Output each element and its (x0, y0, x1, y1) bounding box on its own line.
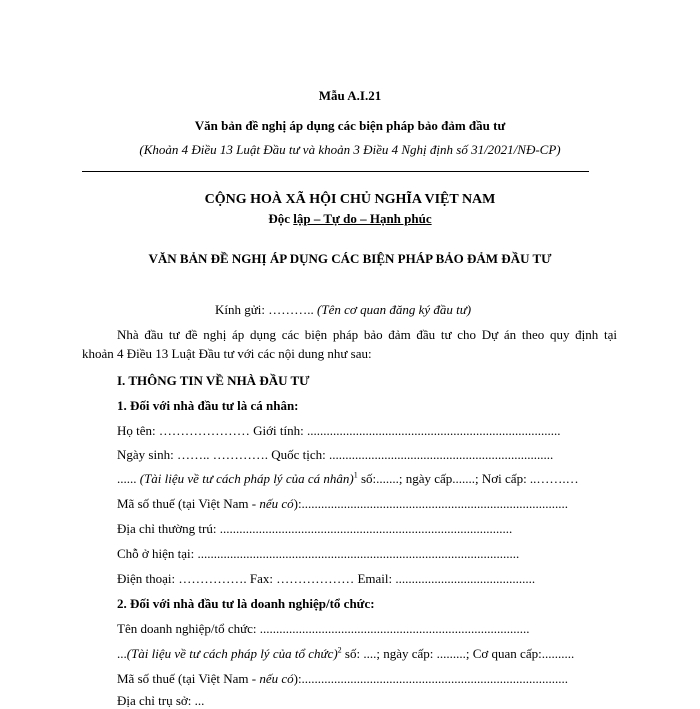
motto-underlined: lập – Tự do – Hạnh phúc (293, 211, 432, 226)
form-code: Mẫu A.I.21 (318, 88, 382, 103)
legal-basis: (Khoản 4 Điều 13 Luật Đầu tư và khoản 3 Điều 4 Nghị định số 31/2021/NĐ-CP) (139, 142, 561, 157)
nation-name: CỘNG HOÀ XÃ HỘI CHỦ NGHĨA VIỆT NAM (204, 192, 496, 207)
individual-residence-line: Địa chỉ thường trú: .......................................................................................... (117, 521, 513, 536)
legal-doc-suffix: số:.......; ngày cấp.......; Nơi cấp: ..…….… (357, 471, 579, 486)
motto-part1: Độc (268, 211, 294, 226)
organization-tax-line (117, 671, 568, 687)
intro-line-1: Nhà đầu tư đề nghị áp dụng các biện pháp bảo đảm đầu tư cho Dự án theo quy định tại (117, 327, 617, 342)
legal-doc-type: (Tài liệu về tư cách pháp lý của cá nhân) (139, 471, 354, 486)
horizontal-divider (82, 171, 589, 172)
recipient (215, 302, 471, 318)
tax-optional: nếu có (259, 496, 294, 511)
intro-line-2: khoản 4 Điều 13 Luật Đầu tư với các nội dung như sau: (82, 346, 372, 361)
org-footnote-marker: 2 (337, 645, 342, 655)
individual-contact-line: Điện thoại: ……………. Fax: ……………… Email: ........................................... (117, 571, 536, 586)
org-legal-doc-suffix: số: ....; ngày cấp: .........; Cơ quan cấp:.......... (341, 646, 575, 661)
organization-name-line: Tên doanh nghiệp/tổ chức: ................................................................................... (117, 621, 530, 636)
individual-tax-line (117, 496, 568, 512)
organization-hq-line: Địa chỉ trụ sở: ... (117, 693, 205, 708)
org-tax-suffix: ):.................................................................................. (293, 671, 569, 686)
recipient-label: Kính gửi: ……….. (215, 302, 314, 317)
org-legal-doc-prefix: ... (117, 646, 127, 661)
org-legal-doc-type: (Tài liệu về tư cách pháp lý của tổ chức) (126, 646, 338, 661)
individual-name-line: Họ tên: ………………… Giới tính: .............................................................................. (117, 423, 561, 438)
document-title: VĂN BẢN ĐỀ NGHỊ ÁP DỤNG CÁC BIỆN PHÁP BẢO ĐẢM ĐẦU TƯ (148, 251, 552, 266)
individual-legal-doc-line (117, 471, 579, 487)
national-motto (0, 211, 700, 227)
individual-dob-line: Ngày sinh: …….. …………. Quốc tịch: ..................................................................... (117, 447, 554, 462)
org-tax-prefix: Mã số thuế (tại Việt Nam - (117, 671, 260, 686)
legal-doc-prefix: ...... (117, 471, 140, 486)
org-tax-optional: nếu có (259, 671, 294, 686)
footnote-marker: 1 (353, 470, 358, 480)
tax-suffix: ):.................................................................................. (293, 496, 569, 511)
individual-current-address-line: Chỗ ở hiện tại: ................................................................................................... (117, 546, 520, 561)
tax-prefix: Mã số thuế (tại Việt Nam - (117, 496, 260, 511)
recipient-placeholder: (Tên cơ quan đăng ký đầu tư) (313, 302, 472, 317)
organization-heading: 2. Đối với nhà đầu tư là doanh nghiệp/tổ chức: (117, 596, 375, 611)
section-1-heading: I. THÔNG TIN VỀ NHÀ ĐẦU TƯ (117, 373, 310, 388)
individual-heading: 1. Đối với nhà đầu tư là cá nhân: (117, 398, 299, 413)
organization-legal-doc-line (117, 646, 574, 662)
form-title: Văn bản đề nghị áp dụng các biện pháp bảo đảm đầu tư (194, 118, 506, 133)
